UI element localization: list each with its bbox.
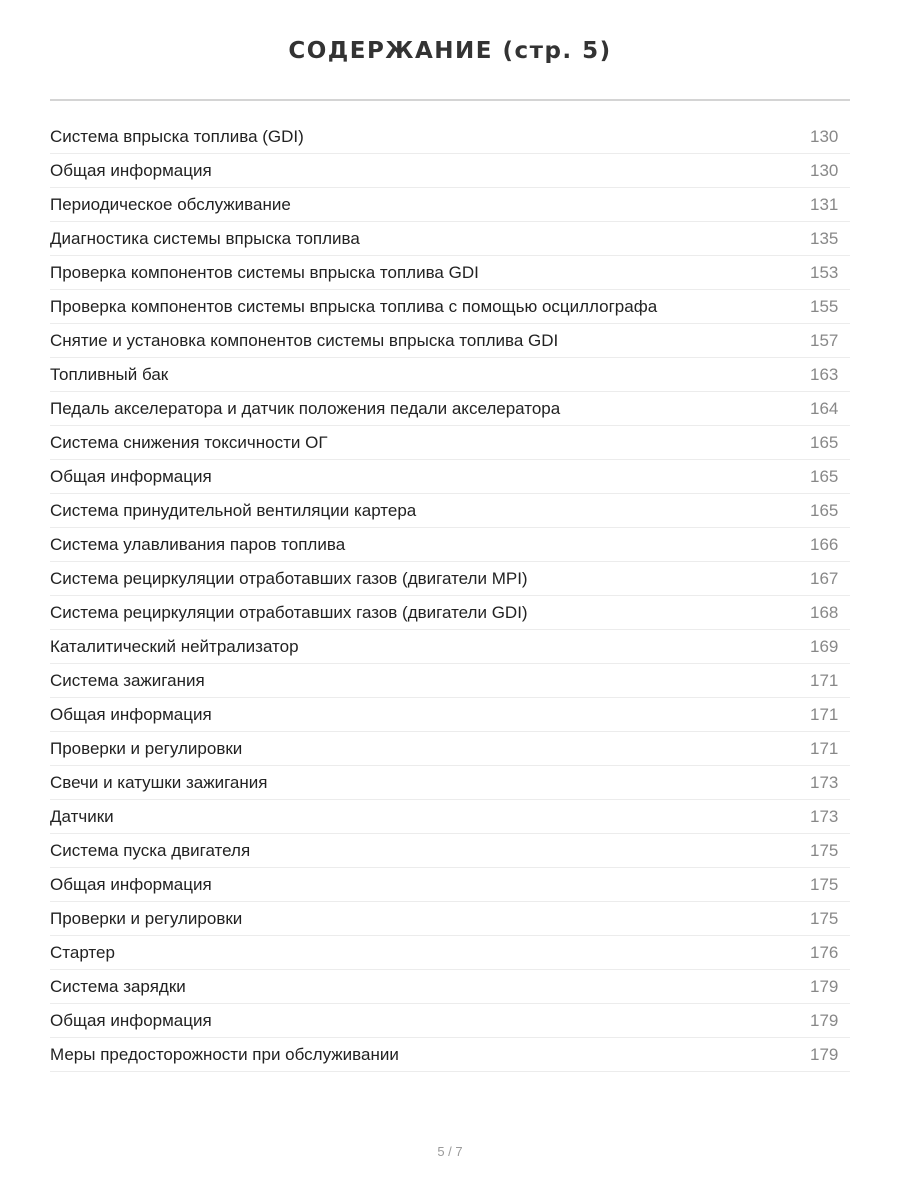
toc-entry-title: Система улавливания паров топлива (50, 535, 346, 554)
toc-entry-page-number: 165 (810, 501, 839, 520)
toc-entry[interactable] (50, 188, 850, 222)
toc-entry[interactable] (50, 562, 850, 596)
toc-entry-page-number: 155 (810, 297, 839, 316)
toc-entry-page-number: 171 (810, 705, 839, 724)
toc-entry-title: Общая информация (50, 161, 212, 180)
toc-entry[interactable] (50, 460, 850, 494)
toc-entry[interactable] (50, 154, 850, 188)
toc-entry-page-number: 135 (810, 229, 839, 248)
toc-entry[interactable] (50, 698, 850, 732)
toc-entry[interactable] (50, 868, 850, 902)
toc-entry-page-number: 173 (810, 773, 839, 792)
toc-entry[interactable] (50, 800, 850, 834)
toc-entry[interactable] (50, 1004, 850, 1038)
toc-entry[interactable] (50, 732, 850, 766)
toc-entry-title: Общая информация (50, 875, 212, 894)
toc-entry[interactable] (50, 902, 850, 936)
toc-entry-title: Топливный бак (50, 365, 169, 384)
toc-entry[interactable] (50, 630, 850, 664)
toc-entry[interactable] (50, 1038, 850, 1072)
toc-entry[interactable] (50, 970, 850, 1004)
toc-entry-title: Система впрыска топлива (GDI) (50, 127, 304, 146)
toc-entry-title: Каталитический нейтрализатор (50, 637, 299, 656)
toc-entry-title: Снятие и установка компонентов системы впрыска топлива GDI (50, 331, 559, 350)
toc-entry-page-number: 165 (810, 467, 839, 486)
toc-entry-page-number: 157 (810, 331, 839, 350)
toc-entry-title: Система зарядки (50, 977, 186, 996)
toc-entry-title: Диагностика системы впрыска топлива (50, 229, 360, 248)
toc-entry[interactable] (50, 324, 850, 358)
toc-entry-page-number: 168 (810, 603, 839, 622)
toc-entry[interactable] (50, 664, 850, 698)
toc-entry-page-number: 175 (810, 841, 839, 860)
toc-entry[interactable] (50, 392, 850, 426)
toc-entry-page-number: 167 (810, 569, 839, 588)
toc-entry-title: Проверки и регулировки (50, 739, 243, 758)
toc-entry-title: Стартер (50, 943, 115, 962)
toc-entry-title: Меры предосторожности при обслуживании (50, 1045, 399, 1064)
toc-entry-page-number: 130 (810, 161, 839, 180)
title-divider (50, 99, 850, 101)
toc-entry-page-number: 163 (810, 365, 839, 384)
toc-entry-title: Система принудительной вентиляции картера (50, 501, 417, 520)
toc-entry-title: Педаль акселератора и датчик положения педали акселератора (50, 399, 561, 418)
page-indicator: 5 / 7 (437, 1144, 463, 1159)
toc-entry-page-number: 171 (810, 671, 839, 690)
toc-entry-page-number: 169 (810, 637, 839, 656)
toc-entry[interactable] (50, 596, 850, 630)
toc-entry[interactable] (50, 494, 850, 528)
toc-entry-page-number: 179 (810, 1011, 839, 1030)
toc-entry-title: Общая информация (50, 1011, 212, 1030)
toc-entry-page-number: 165 (810, 433, 839, 452)
toc-entry[interactable] (50, 256, 850, 290)
toc-entry-page-number: 175 (810, 909, 839, 928)
toc-entry-page-number: 171 (810, 739, 839, 758)
toc-entry-title: Периодическое обслуживание (50, 195, 291, 214)
table-of-contents (50, 120, 850, 1072)
toc-entry[interactable] (50, 290, 850, 324)
toc-entry-page-number: 130 (810, 127, 839, 146)
toc-entry-page-number: 179 (810, 977, 839, 996)
toc-entry[interactable] (50, 426, 850, 460)
toc-entry-title: Система снижения токсичности ОГ (50, 433, 328, 452)
toc-entry-page-number: 175 (810, 875, 839, 894)
toc-entry-title: Система пуска двигателя (50, 841, 251, 860)
toc-entry-page-number: 176 (810, 943, 839, 962)
toc-entry-page-number: 131 (810, 195, 839, 214)
toc-entry[interactable] (50, 222, 850, 256)
toc-entry[interactable] (50, 834, 850, 868)
toc-entry-title: Проверка компонентов системы впрыска топлива GDI (50, 263, 479, 282)
page-title: СОДЕРЖАНИЕ (стр. 5) (288, 38, 612, 64)
toc-entry-title: Проверка компонентов системы впрыска топлива с помощью осциллографа (50, 297, 658, 316)
toc-entry-page-number: 166 (810, 535, 839, 554)
toc-entry[interactable] (50, 358, 850, 392)
toc-entry-page-number: 179 (810, 1045, 839, 1064)
toc-entry-title: Проверки и регулировки (50, 909, 243, 928)
toc-entry[interactable] (50, 120, 850, 154)
toc-entry-title: Датчики (50, 807, 114, 826)
toc-entry[interactable] (50, 528, 850, 562)
toc-entry[interactable] (50, 766, 850, 800)
toc-entry-title: Система рециркуляции отработавших газов (двигатели MPI) (50, 569, 528, 588)
toc-entry-title: Общая информация (50, 467, 212, 486)
toc-entry-title: Система зажигания (50, 671, 205, 690)
toc-entry-page-number: 153 (810, 263, 839, 282)
toc-entry[interactable] (50, 936, 850, 970)
toc-entry-title: Свечи и катушки зажигания (50, 773, 268, 792)
toc-entry-page-number: 173 (810, 807, 839, 826)
toc-entry-title: Система рециркуляции отработавших газов (двигатели GDI) (50, 603, 528, 622)
toc-entry-page-number: 164 (810, 399, 839, 418)
toc-entry-title: Общая информация (50, 705, 212, 724)
